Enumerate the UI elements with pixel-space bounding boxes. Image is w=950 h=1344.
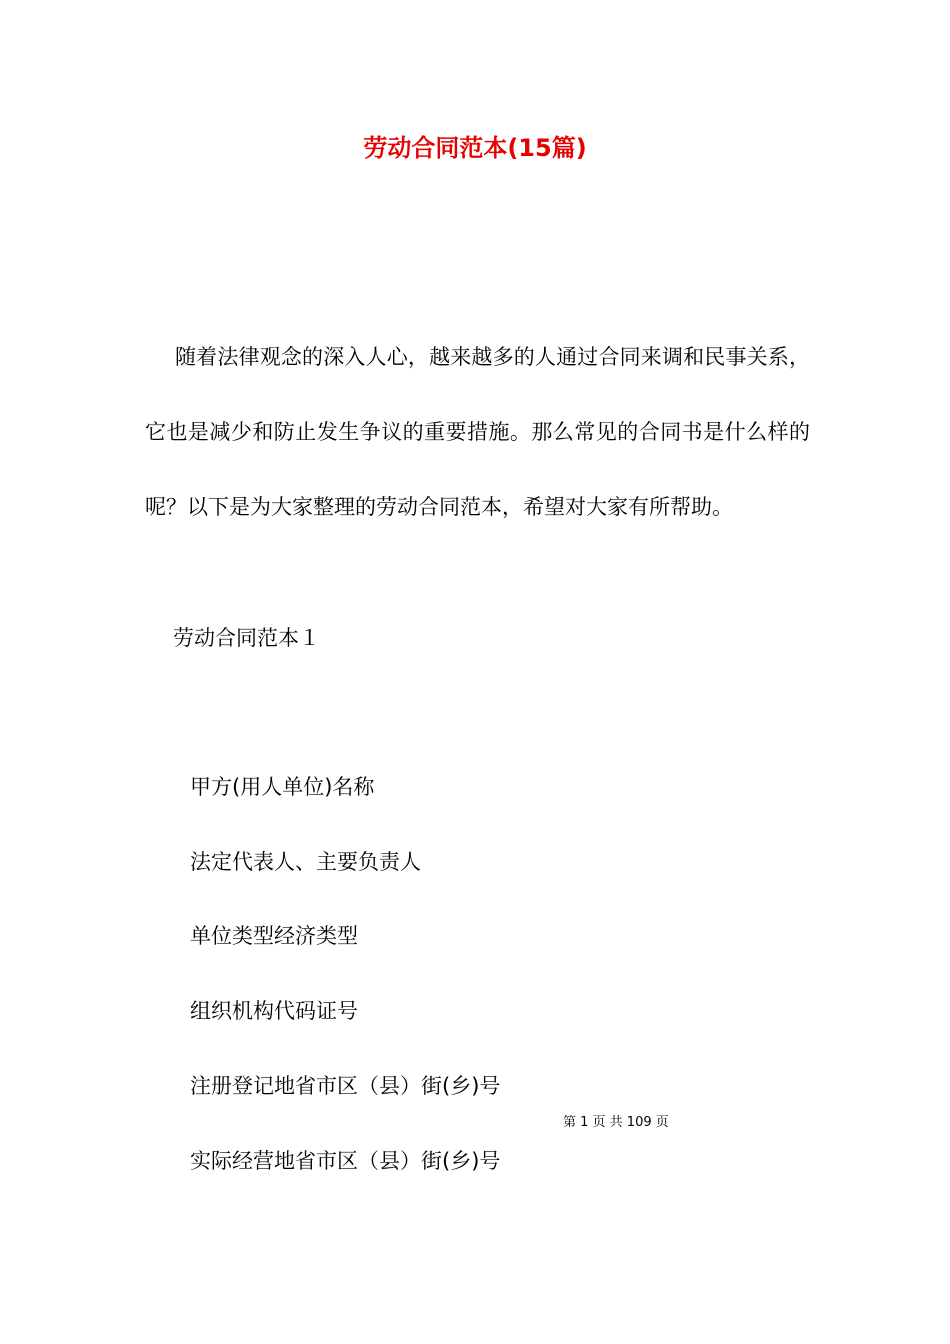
field-business-address: 实际经营地省市区（县）街(乡)号 bbox=[190, 1149, 501, 1173]
page-footer: 第 1 页 共 109 页 bbox=[563, 1115, 669, 1130]
field-legal-representative: 法定代表人、主要负责人 bbox=[190, 850, 421, 874]
field-registered-address: 注册登记地省市区（县）街(乡)号 bbox=[190, 1074, 501, 1098]
intro-paragraph: 随着法律观念的深入人心，越来越多的人通过合同来调和民事关系，它也是减少和防止发生争议的重要措施。那么常见的合同书是什么样的呢？以下是为大家整理的劳动合同范本，希望对大家有所帮助。 bbox=[145, 345, 810, 519]
document-title: 劳动合同范本(15篇) bbox=[363, 134, 587, 162]
field-org-code: 组织机构代码证号 bbox=[190, 999, 358, 1023]
field-unit-type: 单位类型经济类型 bbox=[190, 924, 358, 948]
field-employer-name: 甲方(用人单位)名称 bbox=[190, 775, 375, 799]
section-title: 劳动合同范本１ bbox=[173, 626, 320, 650]
